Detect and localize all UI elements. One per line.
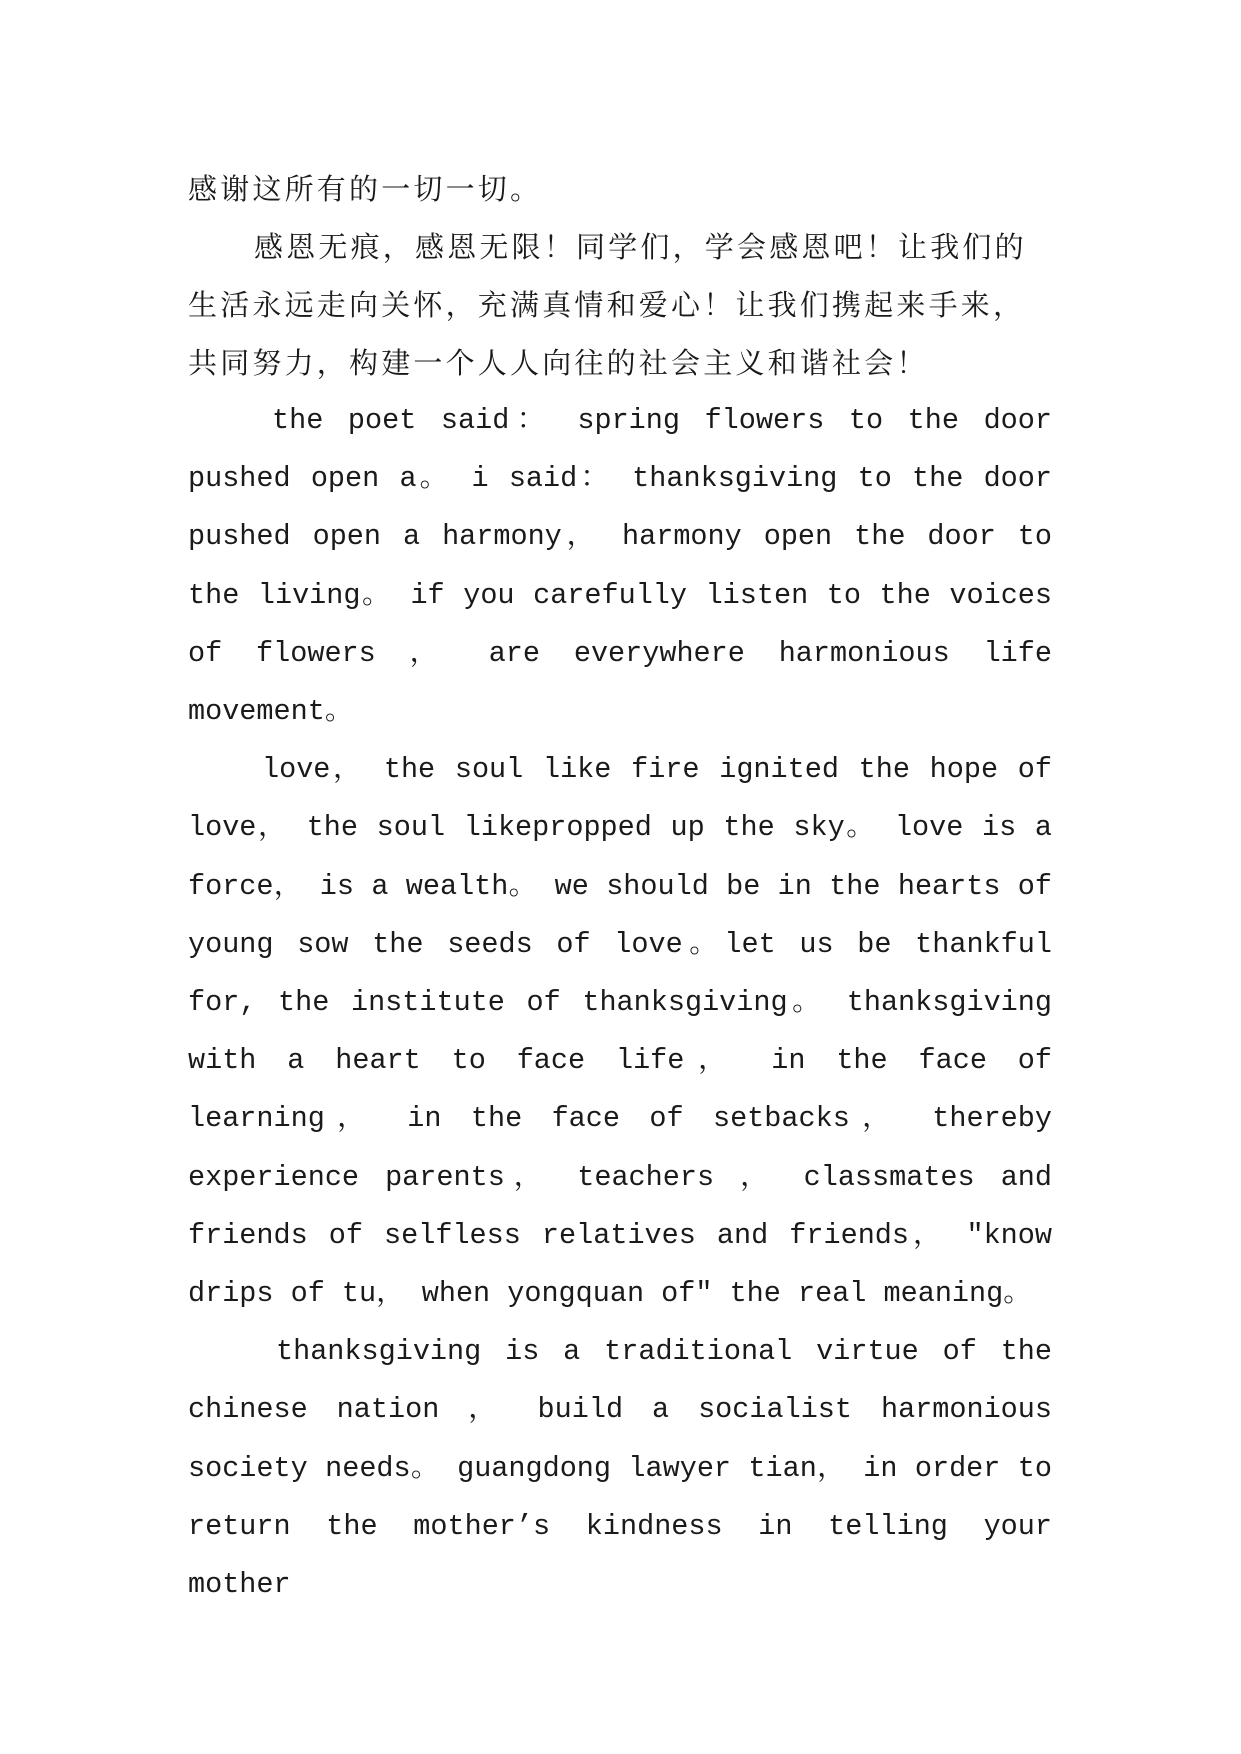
paragraph-traditional-virtue: thanksgiving is a traditional virtue of the chinese nation ， build a socialist harmonious society needs。 guangdong lawyer tian， in order to return the mother’s kindness in telling your mother (188, 1335, 1052, 1602)
document-body (188, 160, 1052, 1614)
paragraph-gratitude-call: 感恩无痕，感恩无限！同学们，学会感恩吧！让我们的生活永远走向关怀，充满真情和爱心！让我们携起来手来，共同努力，构建一个人人向往的社会主义和谐社会！ (188, 230, 1027, 380)
paragraph-poet-said: the poet said： spring flowers to the door pushed open a。 i said： thanksgiving to the door pushed open a harmony， harmony open the door to the living。 if you carefully listen to the voices of flowers ， are everywhere harmonious life movement。 (188, 404, 1052, 729)
paragraph-love: love， the soul like fire ignited the hope of love， the soul likepropped up the sky。 love is a force， is a wealth。 we should be in the hearts of young sow the seeds of love。let us be thankful for, the institute of thanksgiving。 thanksgiving with a heart to face life， in the face of learning， in the face of setbacks， thereby experience parents， teachers ， classmates and friends of selfless relatives and friends， "know drips of tu， when yongquan of" the real meaning。 (188, 753, 1052, 1311)
paragraph-continuation: 感谢这所有的一切一切。 (188, 172, 543, 206)
